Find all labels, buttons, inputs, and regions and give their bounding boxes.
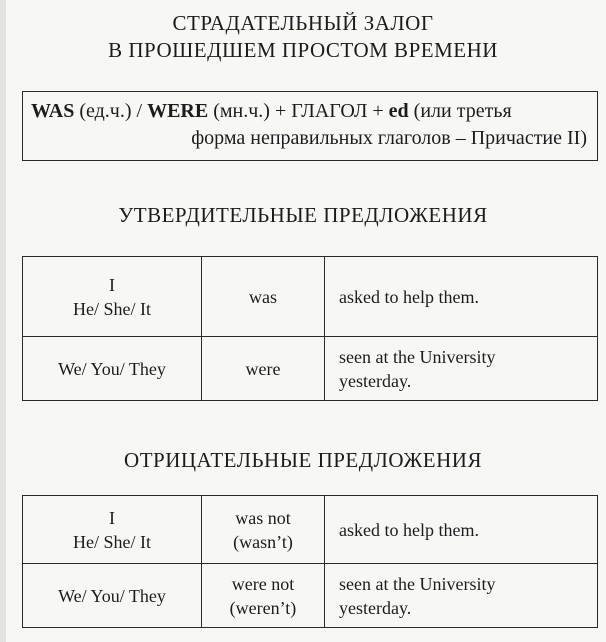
rest-cell: [325, 337, 598, 401]
subject-cell: [23, 257, 202, 337]
affirmative-table: [22, 256, 598, 401]
verb-text: were: [245, 358, 281, 379]
formula-ed: ed: [388, 100, 409, 122]
rest-text: asked to help them.: [339, 286, 479, 307]
formula-line-2: форма неправильных глаголов – Причастие II): [191, 127, 587, 149]
verb-cell: [202, 564, 325, 628]
table-row: [23, 337, 598, 401]
formula-was-note: (ед.ч.) /: [74, 100, 148, 122]
verb-cell: [202, 496, 325, 564]
verb-cell: [202, 257, 325, 337]
rest-text: seen at the University: [339, 346, 496, 367]
rest-text: yesterday.: [339, 597, 412, 618]
verb-text: were not: [231, 573, 295, 594]
subject-text: We/ You/ They: [58, 358, 166, 379]
verb-text: was not: [235, 507, 291, 528]
subject-cell: [23, 564, 202, 628]
verb-text: was: [249, 286, 277, 307]
subject-cell: [23, 337, 202, 401]
formula-was: WAS: [31, 100, 75, 122]
title-line-1: СТРАДАТЕЛЬНЫЙ ЗАЛОГ: [172, 11, 434, 35]
formula-rest: (или третья: [408, 100, 512, 122]
verb-cell: [202, 337, 325, 401]
subject-text: I: [109, 274, 115, 295]
subject-text: I: [109, 507, 115, 528]
negative-table: [22, 495, 598, 628]
affirmative-heading: УТВЕРДИТЕЛЬНЫЕ ПРЕДЛОЖЕНИЯ: [118, 203, 488, 227]
rest-cell: [325, 564, 598, 628]
title-line-2: В ПРОШЕДШЕМ ПРОСТОМ ВРЕМЕНИ: [108, 38, 498, 62]
verb-contraction: (weren’t): [229, 597, 297, 618]
formula-were-note: (мн.ч.) + ГЛАГОЛ +: [208, 100, 389, 122]
subject-cell: [23, 496, 202, 564]
subject-text: He/ She/ It: [73, 531, 151, 552]
subject-text: We/ You/ They: [58, 585, 166, 606]
subject-text: He/ She/ It: [73, 298, 151, 319]
formula-were: WERE: [147, 100, 209, 122]
rest-cell: [325, 257, 598, 337]
formula-box: [22, 91, 598, 161]
table-row: [23, 564, 598, 628]
rest-text: asked to help them.: [339, 519, 479, 540]
table-row: [23, 257, 598, 337]
negative-heading: ОТРИЦАТЕЛЬНЫЕ ПРЕДЛОЖЕНИЯ: [124, 448, 482, 472]
page-title: [0, 10, 606, 64]
verb-contraction: (wasn’t): [233, 531, 293, 552]
table-row: [23, 496, 598, 564]
rest-text: seen at the University: [339, 573, 496, 594]
rest-cell: [325, 496, 598, 564]
page-edge-shadow: [0, 0, 6, 642]
rest-text: yesterday.: [339, 370, 412, 391]
